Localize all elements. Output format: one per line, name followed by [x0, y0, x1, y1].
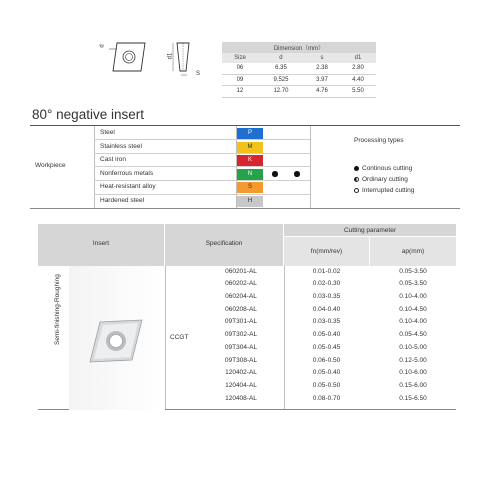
processing-ordinary	[354, 176, 408, 183]
empty-circle-icon	[354, 188, 359, 193]
label-d1: d1	[167, 52, 174, 60]
divider	[94, 166, 310, 167]
spec-cell: 09T302-AL	[224, 331, 258, 338]
family-label: CCGT	[170, 334, 189, 341]
continuous-cutting-dot	[294, 171, 300, 177]
label-s: S	[196, 71, 201, 77]
fn-cell: 0.03-0.35	[312, 293, 341, 300]
ap-cell: 0.05-3.50	[399, 280, 427, 287]
ap-cell: 0.15-6.00	[399, 382, 427, 389]
fn-cell: 0.02-0.30	[312, 280, 341, 287]
spec-cell: 120404-AL	[225, 382, 257, 389]
col-ap-label: ap(mm)	[401, 248, 425, 255]
spec-cell: 120402-AL	[225, 369, 257, 376]
label-d: d	[99, 44, 106, 48]
code-s: S	[237, 182, 263, 193]
material-heat-resistant-alloy: Heat-resistant alloy	[100, 183, 156, 190]
material-cast-iron: Cast iron	[100, 156, 127, 163]
material-steel: Steel	[100, 129, 115, 136]
divider	[94, 180, 310, 181]
divider	[310, 126, 311, 208]
col-param-label: Cutting parameter	[343, 227, 397, 234]
ap-cell: 0.10-4.00	[399, 293, 427, 300]
code-p: P	[237, 128, 263, 139]
dimension-table	[222, 42, 376, 98]
code-n: N	[237, 169, 263, 180]
processing-label: Interrupted cutting	[362, 187, 415, 194]
fn-cell: 0.05-0.45	[312, 344, 341, 351]
fn-cell: 0.06-0.50	[312, 357, 341, 364]
dim-col-s: s	[304, 53, 340, 64]
filled-circle-icon	[354, 166, 359, 171]
ap-cell: 0.15-6.50	[399, 395, 427, 402]
col-insert-label: Insert	[92, 240, 110, 247]
divider	[94, 139, 310, 140]
spec-cell: 09T308-AL	[224, 357, 258, 364]
ap-cell: 0.10-4.00	[399, 318, 427, 325]
workpiece-label: Workpiece	[35, 162, 66, 169]
fn-cell: 0.01-0.02	[312, 268, 341, 275]
dim-cell: 9.525	[258, 74, 304, 86]
dim-cell: 5.50	[340, 86, 376, 98]
spec-cell: 120408-AL	[225, 395, 257, 402]
dim-cell: 2.38	[304, 63, 340, 74]
dim-cell: 09	[222, 74, 258, 86]
page-title: 80° negative insert	[32, 107, 144, 122]
dim-cell: 06	[222, 63, 258, 74]
processing-interrupted	[354, 187, 414, 194]
fn-cell: 0.04-0.40	[312, 306, 341, 313]
spec-cell: 060201-AL	[225, 268, 257, 275]
divider	[94, 194, 310, 195]
col-fn-label: fn(mm/rev)	[310, 248, 343, 255]
ap-cell: 0.12-5.00	[399, 357, 427, 364]
spec-cell: 060208-AL	[225, 306, 257, 313]
dim-cell: 12	[222, 86, 258, 98]
dim-cell: 2.80	[340, 63, 376, 74]
material-stainless-steel: Stainless steel	[100, 143, 142, 150]
ap-cell: 0.05-4.50	[399, 331, 427, 338]
material-hardened-steel: Hardened steel	[100, 197, 145, 204]
code-h: H	[237, 196, 263, 207]
col-spec-label: Specification	[205, 240, 243, 247]
code-k: K	[237, 155, 263, 166]
dim-col-d1: d1	[340, 53, 376, 64]
processing-label: Continous cutting	[362, 165, 413, 172]
spec-cell: 09T304-AL	[224, 344, 258, 351]
material-nonferrous-metals: Nonferrous metals	[100, 170, 154, 177]
fn-cell: 0.08-0.70	[312, 395, 341, 402]
continuous-cutting-dot	[272, 171, 278, 177]
ap-cell: 0.10-4.50	[399, 306, 427, 313]
side-label: Semi-finishing-Roughing	[54, 274, 61, 345]
fn-cell: 0.05-0.40	[312, 369, 341, 376]
dim-cell: 4.40	[340, 74, 376, 86]
ap-cell: 0.05-3.50	[399, 268, 427, 275]
ap-cell: 0.10-5.00	[399, 344, 427, 351]
fn-cell: 0.05-0.50	[312, 382, 341, 389]
insert-drawing	[95, 35, 215, 85]
processing-types-title: Processing types	[354, 137, 404, 144]
spec-cell: 060202-AL	[225, 280, 257, 287]
fn-cell: 0.05-0.40	[312, 331, 341, 338]
dimension-title: Dimension（mm）	[222, 42, 376, 53]
code-m: M	[237, 142, 263, 153]
fn-cell: 0.03-0.35	[312, 318, 341, 325]
spec-cell: 060204-AL	[225, 293, 257, 300]
insert-photo	[88, 318, 144, 364]
dim-cell: 6.35	[258, 63, 304, 74]
processing-label: Ordinary cutting	[362, 176, 408, 183]
processing-continuous	[354, 165, 412, 172]
dim-cell: 12.70	[258, 86, 304, 98]
dim-cell: 3.97	[304, 74, 340, 86]
ap-cell: 0.10-6.00	[399, 369, 427, 376]
divider	[165, 266, 166, 410]
spec-cell: 09T301-AL	[224, 318, 258, 325]
divider	[94, 153, 310, 154]
dim-col-d: d	[258, 53, 304, 64]
dim-col-size: Size	[222, 53, 258, 64]
dim-cell: 4.76	[304, 86, 340, 98]
half-circle-icon	[354, 177, 359, 182]
